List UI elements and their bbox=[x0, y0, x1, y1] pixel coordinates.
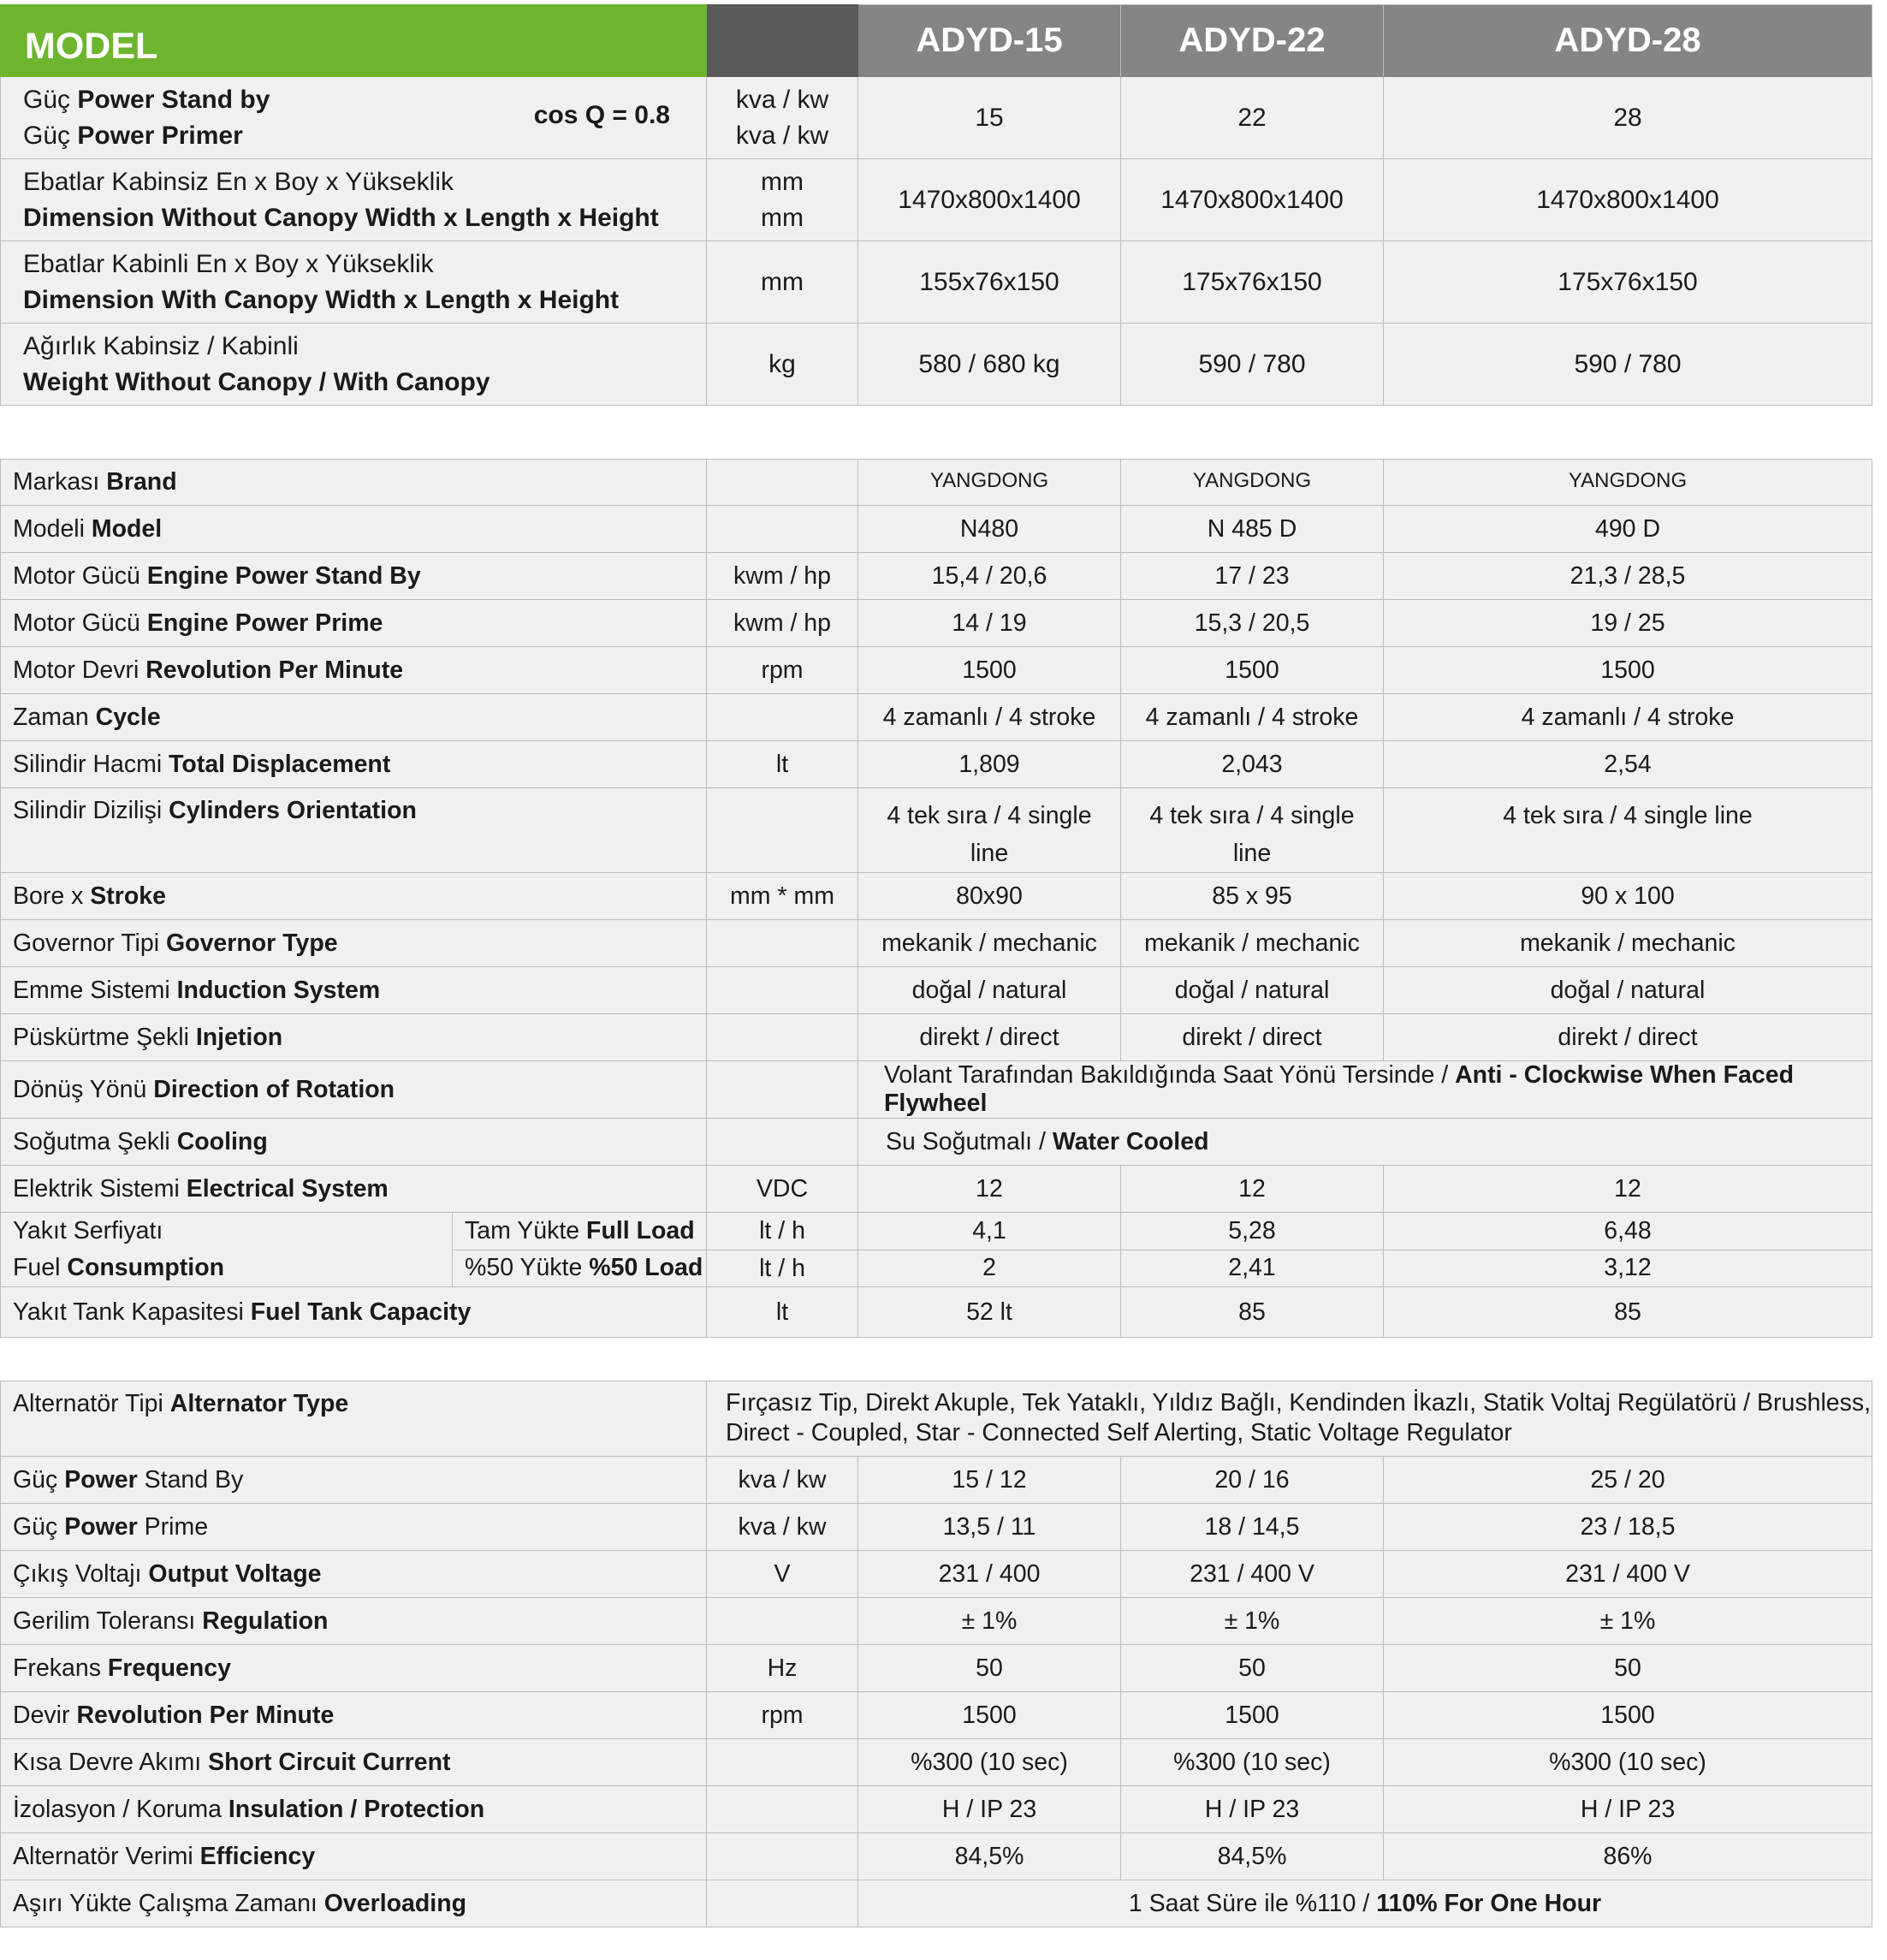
row-value: YANGDONG bbox=[858, 460, 1121, 506]
row-value: 85 bbox=[1121, 1287, 1384, 1338]
row-value: 5,28 bbox=[1121, 1213, 1384, 1250]
row-value: 15,4 / 20,6 bbox=[858, 553, 1121, 600]
row-label: Gerilim Toleransı Regulation bbox=[1, 1598, 707, 1645]
table-row bbox=[1, 1739, 1872, 1786]
table-row bbox=[1, 1014, 1872, 1061]
row-unit: mm bbox=[707, 241, 858, 324]
row-value: %300 (10 sec) bbox=[1384, 1739, 1872, 1786]
table-row bbox=[1, 553, 1872, 600]
table-row bbox=[1, 1287, 1872, 1338]
row-value: 2 bbox=[858, 1250, 1121, 1287]
engine-specs-table bbox=[0, 459, 1872, 1338]
table-row bbox=[1, 1457, 1872, 1504]
row-value: doğal / natural bbox=[1384, 967, 1872, 1014]
row-value: ± 1% bbox=[1384, 1598, 1872, 1645]
row-unit bbox=[707, 1598, 858, 1645]
row-value: 85 x 95 bbox=[1121, 873, 1384, 920]
table-row bbox=[1, 1119, 1872, 1166]
table-row bbox=[1, 77, 1872, 159]
row-value: YANGDONG bbox=[1384, 460, 1872, 506]
header-row bbox=[1, 5, 1872, 77]
row-unit bbox=[707, 1014, 858, 1061]
row-value: 580 / 680 kg bbox=[858, 324, 1121, 406]
row-label: Silindir Hacmi Total Displacement bbox=[1, 741, 707, 788]
row-value: mekanik / mechanic bbox=[1384, 920, 1872, 967]
row-unit bbox=[707, 788, 858, 873]
table-row bbox=[1, 324, 1872, 406]
row-value: 50 bbox=[1384, 1645, 1872, 1692]
row-value: 2,043 bbox=[1121, 741, 1384, 788]
table-row bbox=[1, 1598, 1872, 1645]
row-unit: Hz bbox=[707, 1645, 858, 1692]
row-value: mekanik / mechanic bbox=[1121, 920, 1384, 967]
table-row bbox=[1, 1166, 1872, 1213]
row-value: 1500 bbox=[1121, 647, 1384, 694]
row-value: ± 1% bbox=[858, 1598, 1121, 1645]
row-unit bbox=[707, 1880, 858, 1927]
row-value: 15,3 / 20,5 bbox=[1121, 600, 1384, 647]
row-unit: lt / h bbox=[707, 1213, 858, 1250]
row-label: Devir Revolution Per Minute bbox=[1, 1692, 707, 1739]
row-value: %300 (10 sec) bbox=[858, 1739, 1121, 1786]
table-row bbox=[1, 647, 1872, 694]
row-value: direkt / direct bbox=[1384, 1014, 1872, 1061]
row-value: %300 (10 sec) bbox=[1121, 1739, 1384, 1786]
sub-label-full-load: Tam Yükte Full Load bbox=[453, 1213, 707, 1250]
row-value: 22 bbox=[1121, 77, 1384, 159]
row-unit: lt bbox=[707, 741, 858, 788]
row-label: Silindir Dizilişi Cylinders Orientation bbox=[1, 788, 707, 873]
table-row bbox=[1, 506, 1872, 553]
row-value: ± 1% bbox=[1121, 1598, 1384, 1645]
row-value: 17 / 23 bbox=[1121, 553, 1384, 600]
row-value: 590 / 780 bbox=[1384, 324, 1872, 406]
row-value: 50 bbox=[858, 1645, 1121, 1692]
row-unit: mm mm bbox=[707, 159, 858, 241]
row-value: 21,3 / 28,5 bbox=[1384, 553, 1872, 600]
row-unit bbox=[707, 694, 858, 741]
row-value: 50 bbox=[1121, 1645, 1384, 1692]
row-value: 13,5 / 11 bbox=[858, 1504, 1121, 1551]
row-label: Güç Power Prime bbox=[1, 1504, 707, 1551]
row-value: doğal / natural bbox=[858, 967, 1121, 1014]
row-label: Bore x Stroke bbox=[1, 873, 707, 920]
row-unit bbox=[707, 1786, 858, 1833]
row-label: Governor Tipi Governor Type bbox=[1, 920, 707, 967]
row-label: Aşırı Yükte Çalışma Zamanı Overloading bbox=[1, 1880, 707, 1927]
row-value: 1470x800x1400 bbox=[858, 159, 1121, 241]
table-row bbox=[1, 1692, 1872, 1739]
row-label: Ebatlar Kabinli En x Boy x Yükseklik Dimension With Canopy Width x Length x Height bbox=[1, 241, 707, 324]
cos-phi-label: cos Q = 0.8 bbox=[533, 101, 670, 129]
table-row bbox=[1, 600, 1872, 647]
row-value: mekanik / mechanic bbox=[858, 920, 1121, 967]
sub-label-half-load: %50 Yükte %50 Load bbox=[453, 1250, 707, 1287]
general-specs-table bbox=[0, 4, 1872, 406]
table-row bbox=[1, 460, 1872, 506]
table-row bbox=[1, 1880, 1872, 1927]
row-unit bbox=[707, 1119, 858, 1166]
unit-header bbox=[707, 5, 858, 77]
model-col-1: ADYD-15 bbox=[858, 5, 1121, 77]
row-unit: kg bbox=[707, 324, 858, 406]
row-value: 2,41 bbox=[1121, 1250, 1384, 1287]
table-row bbox=[1, 1381, 1872, 1457]
row-label: Motor Gücü Engine Power Prime bbox=[1, 600, 707, 647]
row-value: 231 / 400 V bbox=[1121, 1551, 1384, 1598]
row-value: 12 bbox=[1384, 1166, 1872, 1213]
row-label: Kısa Devre Akımı Short Circuit Current bbox=[1, 1739, 707, 1786]
row-label: Emme Sistemi Induction System bbox=[1, 967, 707, 1014]
row-unit: rpm bbox=[707, 647, 858, 694]
row-value: 52 lt bbox=[858, 1287, 1121, 1338]
row-value: 6,48 bbox=[1384, 1213, 1872, 1250]
row-unit: kva / kw bbox=[707, 1457, 858, 1504]
row-value: 86% bbox=[1384, 1833, 1872, 1880]
row-unit: VDC bbox=[707, 1166, 858, 1213]
row-value: 18 / 14,5 bbox=[1121, 1504, 1384, 1551]
row-value: 1500 bbox=[1384, 647, 1872, 694]
row-value: 231 / 400 bbox=[858, 1551, 1121, 1598]
row-unit bbox=[707, 1833, 858, 1880]
table-row bbox=[1, 1645, 1872, 1692]
row-value: 23 / 18,5 bbox=[1384, 1504, 1872, 1551]
row-label: Yakıt Tank Kapasitesi Fuel Tank Capacity bbox=[1, 1287, 707, 1338]
row-unit bbox=[707, 506, 858, 553]
row-value: 84,5% bbox=[858, 1833, 1121, 1880]
table-row bbox=[1, 741, 1872, 788]
row-value: 4 tek sıra / 4 single line bbox=[858, 788, 1121, 873]
row-value: 1470x800x1400 bbox=[1384, 159, 1872, 241]
row-value: YANGDONG bbox=[1121, 460, 1384, 506]
row-value: 1,809 bbox=[858, 741, 1121, 788]
row-value: 2,54 bbox=[1384, 741, 1872, 788]
row-label: Zaman Cycle bbox=[1, 694, 707, 741]
row-label: Modeli Model bbox=[1, 506, 707, 553]
row-label: Markası Brand bbox=[1, 460, 707, 506]
row-value: 12 bbox=[1121, 1166, 1384, 1213]
row-label: Ağırlık Kabinsiz / Kabinli Weight Without Canopy / With Canopy bbox=[1, 324, 707, 406]
row-value: 231 / 400 V bbox=[1384, 1551, 1872, 1598]
row-label: Alternatör Tipi Alternator Type bbox=[1, 1381, 707, 1457]
row-value: 1470x800x1400 bbox=[1121, 159, 1384, 241]
row-value: Volant Tarafından Bakıldığında Saat Yönü Tersinde / Anti - Clockwise When Faced Flywheel bbox=[858, 1061, 1872, 1119]
model-col-3: ADYD-28 bbox=[1384, 5, 1872, 77]
row-label: Yakıt Serfiyatı Fuel Consumption bbox=[1, 1213, 453, 1287]
row-value: Fırçasız Tip, Direkt Akuple, Tek Yataklı, Yıldız Bağlı, Kendinden İkazlı, Statik Voltaj Regülatörü / Brushless, Direct - Coupled, Star - Connected Self Alerting, Static Voltage Regulator bbox=[707, 1381, 1872, 1457]
row-label: Frekans Frequency bbox=[1, 1645, 707, 1692]
row-unit: lt / h bbox=[707, 1250, 858, 1287]
row-unit: kwm / hp bbox=[707, 553, 858, 600]
row-value: 1500 bbox=[1384, 1692, 1872, 1739]
table-row bbox=[1, 920, 1872, 967]
row-label: İzolasyon / Koruma Insulation / Protection bbox=[1, 1786, 707, 1833]
row-value: N 485 D bbox=[1121, 506, 1384, 553]
row-value: 1500 bbox=[1121, 1692, 1384, 1739]
row-value: 4 tek sıra / 4 single line bbox=[1384, 788, 1872, 873]
row-value: 490 D bbox=[1384, 506, 1872, 553]
row-value: 1500 bbox=[858, 1692, 1121, 1739]
row-value: 20 / 16 bbox=[1121, 1457, 1384, 1504]
table-row bbox=[1, 159, 1872, 241]
table-row bbox=[1, 873, 1872, 920]
row-value: H / IP 23 bbox=[1121, 1786, 1384, 1833]
table-row bbox=[1, 788, 1872, 873]
row-unit: rpm bbox=[707, 1692, 858, 1739]
row-value: direkt / direct bbox=[1121, 1014, 1384, 1061]
row-unit bbox=[707, 967, 858, 1014]
table-row bbox=[1, 694, 1872, 741]
table-row bbox=[1, 1786, 1872, 1833]
row-unit: kva / kw kva / kw bbox=[707, 77, 858, 159]
row-label: Güç Power Stand By bbox=[1, 1457, 707, 1504]
row-value: 85 bbox=[1384, 1287, 1872, 1338]
row-value: doğal / natural bbox=[1121, 967, 1384, 1014]
row-label: Ebatlar Kabinsiz En x Boy x Yükseklik Dimension Without Canopy Width x Length x Height bbox=[1, 159, 707, 241]
alternator-specs-table bbox=[0, 1381, 1872, 1927]
row-label: Çıkış Voltajı Output Voltage bbox=[1, 1551, 707, 1598]
row-unit: kwm / hp bbox=[707, 600, 858, 647]
row-label: Soğutma Şekli Cooling bbox=[1, 1119, 707, 1166]
table-row bbox=[1, 1833, 1872, 1880]
row-value: 80x90 bbox=[858, 873, 1121, 920]
row-value: 84,5% bbox=[1121, 1833, 1384, 1880]
row-unit: V bbox=[707, 1551, 858, 1598]
row-value: 28 bbox=[1384, 77, 1872, 159]
row-unit bbox=[707, 1061, 858, 1119]
row-value: 1 Saat Süre ile %110 / 110% For One Hour bbox=[858, 1880, 1872, 1927]
row-value: 175x76x150 bbox=[1121, 241, 1384, 324]
row-value: 590 / 780 bbox=[1121, 324, 1384, 406]
row-value: 25 / 20 bbox=[1384, 1457, 1872, 1504]
row-value: H / IP 23 bbox=[858, 1786, 1121, 1833]
row-unit bbox=[707, 920, 858, 967]
row-label: Püskürtme Şekli Injetion bbox=[1, 1014, 707, 1061]
row-unit bbox=[707, 460, 858, 506]
table-row bbox=[1, 241, 1872, 324]
row-value: 175x76x150 bbox=[1384, 241, 1872, 324]
row-value: 14 / 19 bbox=[858, 600, 1121, 647]
row-value: 90 x 100 bbox=[1384, 873, 1872, 920]
row-value: 19 / 25 bbox=[1384, 600, 1872, 647]
row-value: 3,12 bbox=[1384, 1250, 1872, 1287]
row-unit bbox=[707, 1739, 858, 1786]
table-row bbox=[1, 1061, 1872, 1119]
table-row bbox=[1, 1551, 1872, 1598]
row-value: N480 bbox=[858, 506, 1121, 553]
table-row bbox=[1, 1213, 1872, 1250]
row-value: 155x76x150 bbox=[858, 241, 1121, 324]
row-value: 4,1 bbox=[858, 1213, 1121, 1250]
row-value: 4 zamanlı / 4 stroke bbox=[1121, 694, 1384, 741]
row-value: 4 zamanlı / 4 stroke bbox=[1384, 694, 1872, 741]
row-value: 15 bbox=[858, 77, 1121, 159]
row-value: 1500 bbox=[858, 647, 1121, 694]
row-unit: mm * mm bbox=[707, 873, 858, 920]
row-label: Elektrik Sistemi Electrical System bbox=[1, 1166, 707, 1213]
row-label: Dönüş Yönü Direction of Rotation bbox=[1, 1061, 707, 1119]
row-value: 15 / 12 bbox=[858, 1457, 1121, 1504]
row-label: Güç Power Stand by Güç Power Primer cos Q = 0.8 bbox=[1, 77, 707, 159]
row-label: Motor Devri Revolution Per Minute bbox=[1, 647, 707, 694]
row-unit: kva / kw bbox=[707, 1504, 858, 1551]
row-value: H / IP 23 bbox=[1384, 1786, 1872, 1833]
table-row bbox=[1, 1504, 1872, 1551]
row-value: direkt / direct bbox=[858, 1014, 1121, 1061]
row-value: Su Soğutmalı / Water Cooled bbox=[858, 1119, 1872, 1166]
row-label: Motor Gücü Engine Power Stand By bbox=[1, 553, 707, 600]
row-value: 12 bbox=[858, 1166, 1121, 1213]
model-col-2: ADYD-22 bbox=[1121, 5, 1384, 77]
table-row bbox=[1, 967, 1872, 1014]
row-unit: lt bbox=[707, 1287, 858, 1338]
row-value: 4 zamanlı / 4 stroke bbox=[858, 694, 1121, 741]
model-header: MODEL bbox=[1, 5, 707, 77]
row-value: 4 tek sıra / 4 single line bbox=[1121, 788, 1384, 873]
row-label: Alternatör Verimi Efficiency bbox=[1, 1833, 707, 1880]
